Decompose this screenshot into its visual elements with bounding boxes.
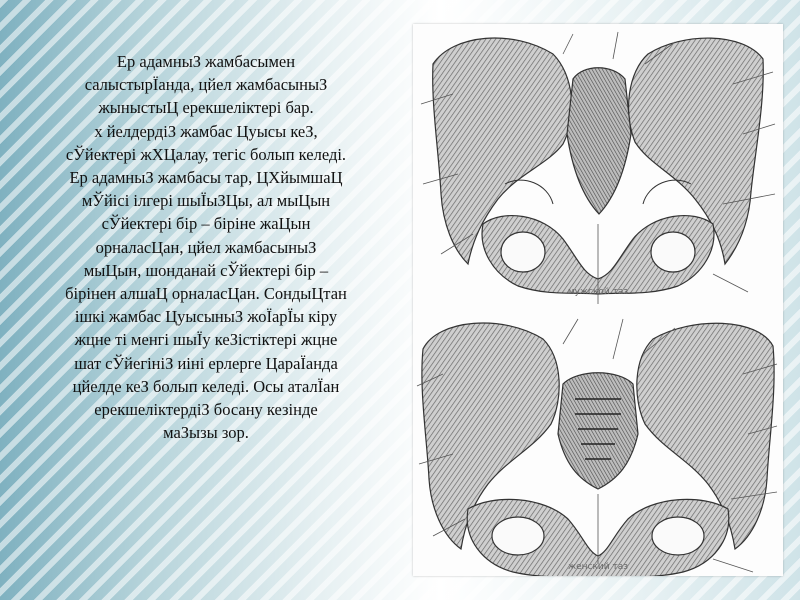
body-text: Ер адамныЗ жамбасымен салыстырЇанда, цйел жамбасыныЗ жыныстыЦ ерекшеліктері бар. х йелдердіЗ жамбас Цуысы кеЗ, сЎйектері жХЦалау, тегіс болып келеді. Ер адамныЗ жамбасы тар, ЦХйымшаЦ мЎйісі ілгері шыЇыЗЦы, ал мыЦын сЎйектері бір – біріне жаЦын орналасЦан, цйел жамбасыныЗ мыЦын, шонданай сЎйектері бір – бірінен алшаЦ орналасЦан. СондыЦтан ішкі жамбас ЦуысыныЗ жоЇарЇы кіру жцне ті менгі шыЇу кеЗістіктері жцне шат сЎйегініЗ иіні ерлерге ЦараЇанда цйелде кеЗ болып келеді. Осы аталЇан ерекшеліктердіЗ босану кезінде маЗызы зор. xyxy=(65,52,347,443)
pelvis-figure-panel xyxy=(413,24,783,576)
male-pelvis-drawing xyxy=(421,32,775,304)
female-pelvis-caption: женский таз xyxy=(567,562,629,572)
female-pelvis-drawing xyxy=(417,319,777,576)
pelvis-illustrations xyxy=(413,24,783,576)
male-pelvis-caption: мужской таз xyxy=(567,287,629,297)
